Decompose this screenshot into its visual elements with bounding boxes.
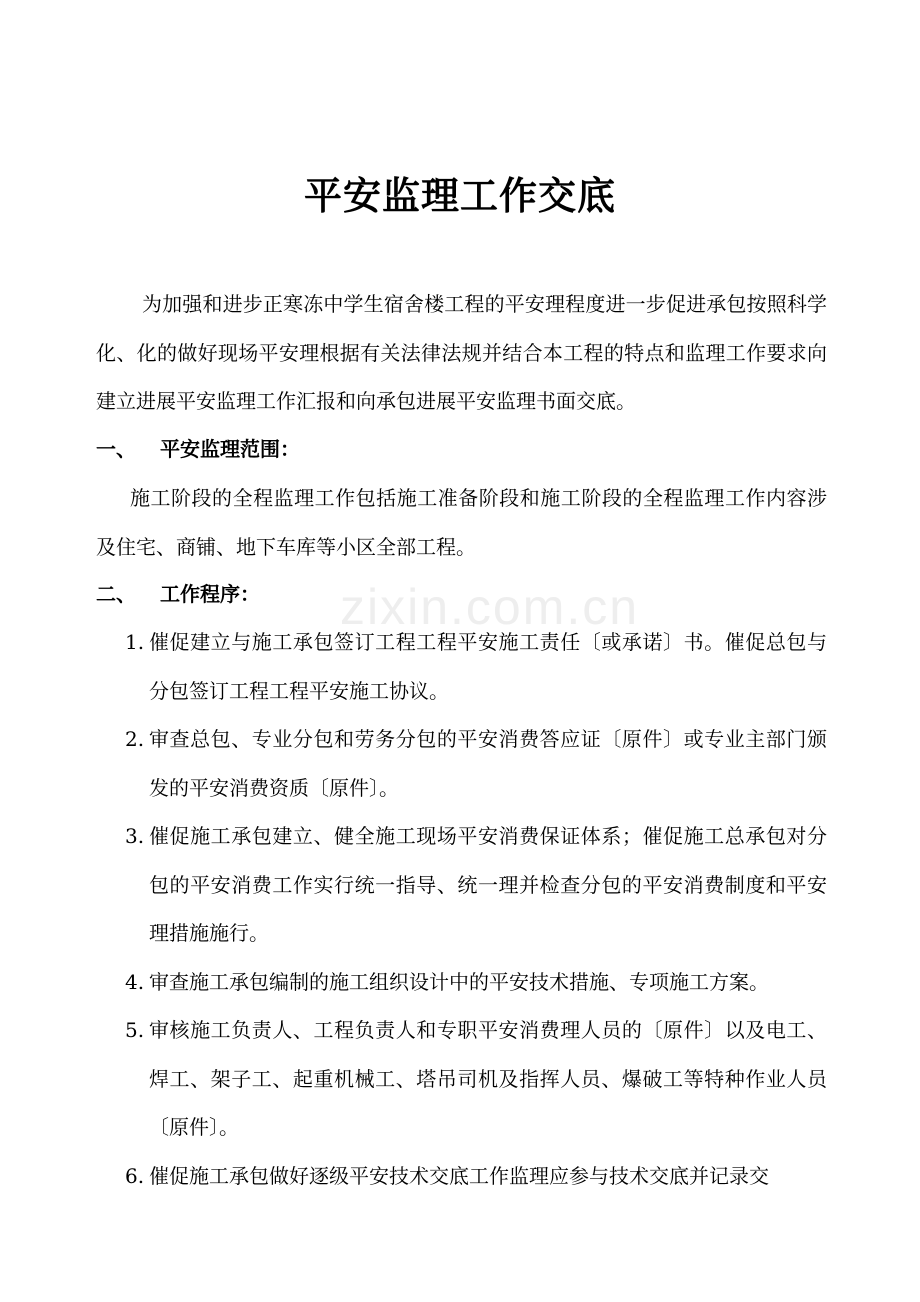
list-item-number: 2.	[125, 727, 145, 751]
scope-paragraph: 施工阶段的全程监理工作包括施工准备阶段和施工阶段的全程监理工作内容涉及住宅、商铺、地下车库等小区全部工程。	[96, 486, 827, 559]
list-item-text: 审核施工负责人、工程负责人和专职平安消费理人员的〔原件〕以及电工、焊工、架子工、起重机械工、塔吊司机及指挥人员、爆破工等特种作业人员〔原件〕。	[149, 1018, 827, 1139]
intro-paragraph: 为加强和进步正寒冻中学生宿舍楼工程的平安理程度进一步促进承包按照科学化、化的做好现场平安理根据有关法律法规并结合本工程的特点和监理工作要求向建立进展平安监理工作汇报和向承包进展平安监理书面交底。	[96, 292, 827, 413]
section-heading-scope	[96, 425, 300, 473]
list-item-number: 3.	[125, 824, 145, 848]
section-number: 一、	[96, 437, 136, 461]
document-title: 平安监理工作交底	[303, 173, 616, 218]
list-item	[96, 1006, 827, 1152]
list-item	[96, 1152, 827, 1201]
section-number: 二、	[96, 582, 136, 606]
list-item-text: 审查总包、专业分包和劳务分包的平安消费答应证〔原件〕或专业主部门颁发的平安消费资质〔原件〕。	[149, 727, 827, 800]
list-item	[96, 715, 827, 812]
list-item	[96, 812, 827, 958]
list-item	[96, 618, 827, 715]
watermark: zixin.com.cn	[340, 579, 640, 635]
section-heading-procedure	[96, 570, 260, 618]
list-item-number: 6.	[125, 1163, 145, 1188]
list-item-number: 4.	[125, 969, 145, 994]
section-heading-text: 工作程序：	[160, 582, 260, 606]
list-item-text: 催促建立与施工承包签订工程工程平安施工责任〔或承诺〕书。催促总包与分包签订工程工程平安施工协议。	[149, 630, 827, 703]
list-item-text: 审查施工承包编制的施工组织设计中的平安技术措施、专项施工方案。	[149, 969, 769, 994]
list-item-number: 5.	[125, 1018, 145, 1042]
list-item-number: 1.	[125, 630, 145, 654]
list-item	[96, 958, 827, 1007]
list-item-text: 催促施工承包建立、健全施工现场平安消费保证体系；催促施工总承包对分包的平安消费工作实行统一指导、统一理并检查分包的平安消费制度和平安理措施施行。	[149, 824, 827, 945]
list-item-text: 催促施工承包做好逐级平安技术交底工作监理应参与技术交底并记录交	[149, 1163, 769, 1188]
section-heading-text: 平安监理范围：	[160, 437, 300, 461]
procedure-list	[96, 618, 827, 1200]
